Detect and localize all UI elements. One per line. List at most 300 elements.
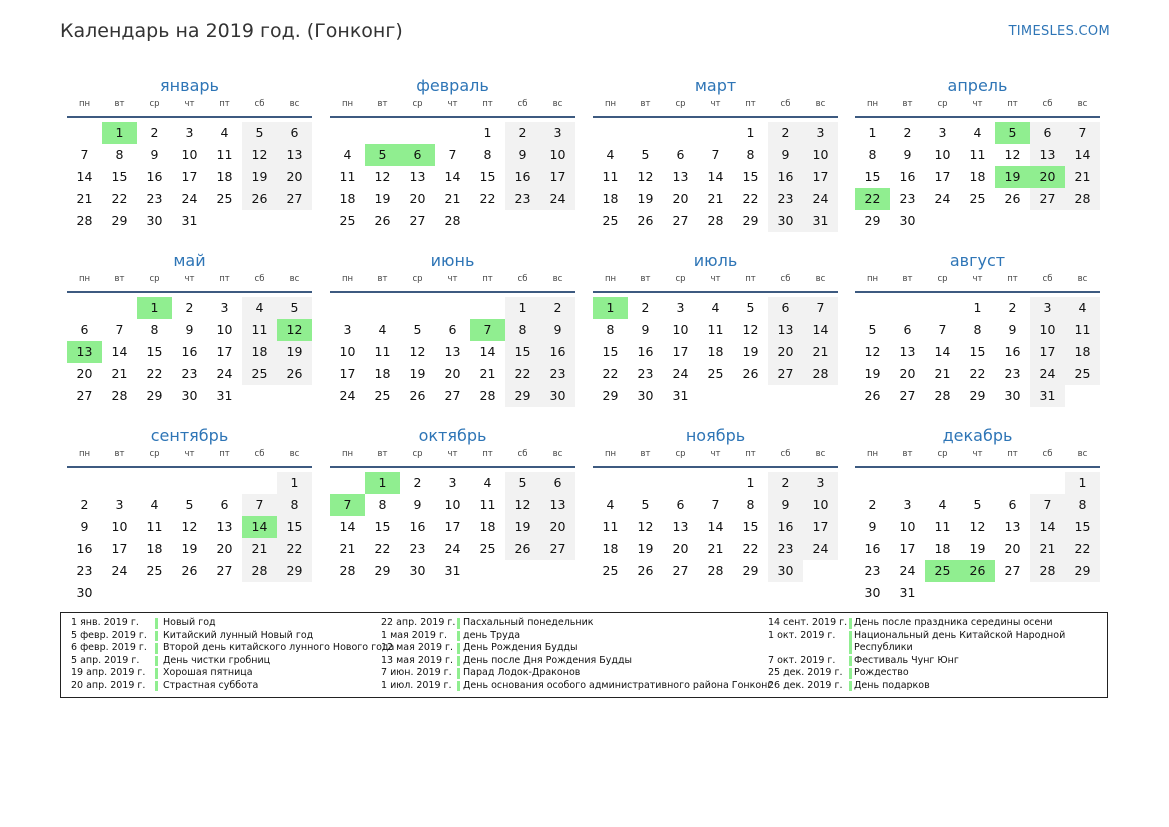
day-cell: 23 [768, 538, 803, 560]
day-cell: 3 [185, 125, 194, 140]
day-cell: 12 [242, 144, 277, 166]
day-cell: 31 [444, 563, 461, 578]
day-cell: 20 [540, 516, 575, 538]
weekday-label: пт [482, 99, 493, 109]
days-grid [67, 118, 312, 250]
weekday-label: ср [937, 274, 948, 284]
day-cell: 20 [444, 366, 461, 381]
holiday-day-cell: 1 [102, 122, 137, 144]
legend-holiday-name: Второй день китайского лунного Нового года [163, 642, 395, 653]
month-name: январь [160, 76, 219, 95]
holiday-day-cell: 14 [242, 516, 277, 538]
days-grid [855, 293, 1100, 425]
legend-color-marker [457, 668, 460, 679]
weekday-label: чт [710, 274, 721, 284]
day-cell: 5 [413, 322, 422, 337]
day-cell: 20 [76, 366, 93, 381]
day-cell: 17 [803, 516, 838, 538]
brand-logo[interactable]: TIMESLES.COM [1008, 24, 1110, 39]
weekday-label: пн [866, 99, 879, 109]
weekday-label: вс [552, 99, 563, 109]
day-cell: 4 [973, 125, 982, 140]
day-cell: 3 [803, 122, 838, 144]
legend-holiday-name: Национальный день Китайской Народной Республики [854, 629, 1066, 653]
weekday-label: чт [972, 449, 983, 459]
day-cell: 2 [1008, 300, 1017, 315]
day-cell: 2 [413, 475, 422, 490]
day-cell: 13 [409, 169, 426, 184]
weekday-header [593, 449, 838, 465]
month-8 [67, 425, 312, 600]
day-cell: 25 [479, 541, 496, 556]
day-cell: 28 [1030, 560, 1065, 582]
day-cell: 26 [505, 538, 540, 560]
day-cell: 6 [676, 497, 685, 512]
weekday-label: пн [78, 274, 91, 284]
holiday-day-cell: 19 [995, 166, 1030, 188]
day-cell: 27 [277, 188, 312, 210]
day-cell: 13 [1004, 519, 1021, 534]
day-cell: 12 [181, 519, 198, 534]
day-cell: 19 [637, 191, 654, 206]
day-cell: 25 [707, 366, 724, 381]
day-cell: 30 [540, 385, 575, 407]
day-cell: 5 [277, 297, 312, 319]
holiday-day-cell: 5 [995, 122, 1030, 144]
day-cell: 18 [146, 541, 163, 556]
legend-holiday-name: День чистки гробниц [163, 654, 271, 666]
day-cell: 24 [934, 191, 951, 206]
weekday-label: вс [815, 449, 826, 459]
day-cell: 7 [1030, 494, 1065, 516]
day-cell: 28 [934, 388, 951, 403]
holiday-legend [60, 612, 1108, 698]
day-cell: 21 [479, 366, 496, 381]
day-cell: 24 [1030, 363, 1065, 385]
day-cell: 11 [339, 169, 356, 184]
day-cell: 15 [479, 169, 496, 184]
day-cell: 1 [483, 125, 492, 140]
weekday-label: вт [114, 274, 125, 284]
day-cell: 21 [76, 191, 93, 206]
day-cell: 24 [181, 191, 198, 206]
day-cell: 3 [448, 475, 457, 490]
legend-holiday-name: Фестиваль Чунг Юнг [854, 654, 959, 666]
day-cell: 18 [242, 341, 277, 363]
day-cell: 19 [409, 366, 426, 381]
day-cell: 5 [242, 122, 277, 144]
weekday-label: вт [114, 99, 125, 109]
day-cell: 26 [637, 213, 654, 228]
day-cell: 22 [742, 191, 759, 206]
day-cell: 17 [803, 166, 838, 188]
weekday-label: сб [780, 274, 791, 284]
day-cell: 21 [803, 341, 838, 363]
day-cell: 6 [768, 297, 803, 319]
weekday-label: вт [640, 274, 651, 284]
day-cell: 24 [540, 188, 575, 210]
weekday-label: пт [482, 274, 493, 284]
day-cell: 12 [742, 322, 759, 337]
day-cell: 22 [479, 191, 496, 206]
day-cell: 1 [746, 125, 755, 140]
weekday-label: пн [341, 449, 354, 459]
day-cell: 18 [374, 366, 391, 381]
day-cell: 7 [115, 322, 124, 337]
day-cell: 18 [479, 519, 496, 534]
day-cell: 15 [602, 344, 619, 359]
legend-date: 12 мая 2019 г. [381, 642, 454, 653]
day-cell: 20 [899, 366, 916, 381]
weekday-label: вс [1077, 99, 1088, 109]
day-cell: 3 [220, 300, 229, 315]
day-cell: 3 [903, 497, 912, 512]
holiday-day-cell: 13 [67, 341, 102, 363]
day-cell: 5 [868, 322, 877, 337]
month-10 [593, 425, 838, 600]
day-cell: 11 [479, 497, 496, 512]
day-cell: 9 [868, 519, 877, 534]
holiday-day-cell: 7 [330, 494, 365, 516]
weekday-label: вт [640, 99, 651, 109]
day-cell: 4 [606, 497, 615, 512]
holiday-day-cell: 20 [1030, 166, 1065, 188]
days-grid [330, 118, 575, 250]
day-cell: 9 [768, 144, 803, 166]
weekday-label: вт [902, 449, 913, 459]
legend-date: 1 янв. 2019 г. [71, 617, 139, 628]
day-cell: 19 [637, 541, 654, 556]
day-cell: 4 [220, 125, 229, 140]
day-cell: 30 [637, 388, 654, 403]
day-cell: 5 [641, 497, 650, 512]
day-cell: 13 [277, 144, 312, 166]
day-cell: 29 [146, 388, 163, 403]
month-name: апрель [947, 76, 1008, 95]
day-cell: 3 [938, 125, 947, 140]
weekday-label: пн [866, 449, 879, 459]
legend-date: 5 февр. 2019 г. [71, 629, 147, 641]
day-cell: 24 [803, 538, 838, 560]
day-cell: 16 [864, 541, 881, 556]
day-cell: 28 [76, 213, 93, 228]
weekday-label: пт [745, 449, 756, 459]
day-cell: 23 [540, 363, 575, 385]
day-cell: 6 [448, 322, 457, 337]
day-cell: 6 [903, 322, 912, 337]
day-cell: 4 [606, 147, 615, 162]
day-cell: 3 [1030, 297, 1065, 319]
day-cell: 25 [969, 191, 986, 206]
day-cell: 20 [1004, 541, 1021, 556]
legend-holiday-name: Китайский лунный Новый год [163, 629, 314, 641]
holiday-day-cell: 1 [593, 297, 628, 319]
holiday-day-cell: 7 [470, 319, 505, 341]
weekday-label: сб [1042, 99, 1053, 109]
day-cell: 30 [409, 563, 426, 578]
day-cell: 28 [242, 560, 277, 582]
month-2 [593, 75, 838, 250]
weekday-label: вс [552, 274, 563, 284]
day-cell: 8 [115, 147, 124, 162]
day-cell: 15 [1065, 516, 1100, 538]
weekday-label: пн [604, 99, 617, 109]
day-cell: 11 [242, 319, 277, 341]
day-cell: 26 [181, 563, 198, 578]
month-0 [67, 75, 312, 250]
day-cell: 2 [903, 125, 912, 140]
day-cell: 12 [969, 519, 986, 534]
day-cell: 24 [672, 366, 689, 381]
month-9 [330, 425, 575, 600]
month-name: сентябрь [150, 426, 229, 445]
day-cell: 27 [899, 388, 916, 403]
month-11 [855, 425, 1100, 600]
day-cell: 1 [746, 475, 755, 490]
day-cell: 11 [1065, 319, 1100, 341]
day-cell: 19 [242, 166, 277, 188]
legend-color-marker [155, 631, 158, 642]
day-cell: 20 [672, 541, 689, 556]
day-cell: 7 [711, 497, 720, 512]
day-cell: 21 [707, 541, 724, 556]
weekday-label: вт [640, 449, 651, 459]
month-3 [855, 75, 1100, 250]
day-cell: 30 [768, 210, 803, 232]
day-cell: 27 [540, 538, 575, 560]
day-cell: 15 [146, 344, 163, 359]
day-cell: 11 [602, 519, 619, 534]
day-cell: 14 [934, 344, 951, 359]
weekday-label: пн [341, 99, 354, 109]
day-cell: 31 [672, 388, 689, 403]
day-cell: 28 [444, 213, 461, 228]
day-cell: 6 [540, 472, 575, 494]
weekday-header [67, 274, 312, 290]
day-cell: 11 [934, 519, 951, 534]
day-cell: 19 [374, 191, 391, 206]
day-cell: 2 [540, 297, 575, 319]
month-name: декабрь [942, 426, 1013, 445]
day-cell: 10 [803, 144, 838, 166]
day-cell: 9 [540, 319, 575, 341]
legend-color-marker [849, 618, 852, 629]
day-cell: 4 [938, 497, 947, 512]
month-5 [330, 250, 575, 425]
day-cell: 30 [899, 213, 916, 228]
holiday-day-cell: 1 [365, 472, 400, 494]
day-cell: 18 [1065, 341, 1100, 363]
day-cell: 4 [483, 475, 492, 490]
day-cell: 2 [768, 122, 803, 144]
day-cell: 4 [378, 322, 387, 337]
day-cell: 2 [505, 122, 540, 144]
day-cell: 29 [742, 213, 759, 228]
day-cell: 31 [803, 210, 838, 232]
day-cell: 16 [540, 341, 575, 363]
day-cell: 8 [150, 322, 159, 337]
month-1 [330, 75, 575, 250]
legend-color-marker [155, 656, 158, 667]
day-cell: 31 [899, 585, 916, 600]
weekday-label: ср [675, 99, 686, 109]
day-cell: 5 [641, 147, 650, 162]
legend-date: 1 июл. 2019 г. [381, 679, 452, 691]
day-cell: 28 [479, 388, 496, 403]
day-cell: 20 [672, 191, 689, 206]
day-cell: 4 [150, 497, 159, 512]
weekday-label: чт [447, 449, 458, 459]
day-cell: 18 [339, 191, 356, 206]
day-cell: 26 [277, 363, 312, 385]
weekday-label: чт [184, 449, 195, 459]
day-cell: 6 [220, 497, 229, 512]
day-cell: 5 [505, 472, 540, 494]
day-cell: 27 [672, 563, 689, 578]
day-cell: 1 [277, 472, 312, 494]
days-grid [67, 468, 312, 600]
legend-color-marker [155, 643, 158, 654]
day-cell: 18 [934, 541, 951, 556]
holiday-day-cell: 22 [855, 188, 890, 210]
day-cell: 10 [672, 322, 689, 337]
day-cell: 13 [672, 519, 689, 534]
day-cell: 12 [409, 344, 426, 359]
day-cell: 31 [1030, 385, 1065, 407]
day-cell: 25 [602, 213, 619, 228]
day-cell: 2 [768, 472, 803, 494]
legend-holiday-name: Страстная суббота [163, 679, 259, 691]
day-cell: 14 [339, 519, 356, 534]
legend-holiday-name: Новый год [163, 617, 216, 628]
day-cell: 8 [973, 322, 982, 337]
day-cell: 27 [1030, 188, 1065, 210]
weekday-header [855, 449, 1100, 465]
day-cell: 9 [768, 494, 803, 516]
legend-date: 1 мая 2019 г. [381, 629, 447, 641]
day-cell: 16 [181, 344, 198, 359]
day-cell: 15 [111, 169, 128, 184]
day-cell: 12 [864, 344, 881, 359]
weekday-header [855, 99, 1100, 115]
day-cell: 23 [181, 366, 198, 381]
legend-date: 20 апр. 2019 г. [71, 679, 146, 691]
day-cell: 7 [1065, 122, 1100, 144]
day-cell: 4 [711, 300, 720, 315]
holiday-day-cell: 26 [960, 560, 995, 582]
day-cell: 28 [111, 388, 128, 403]
day-cell: 3 [115, 497, 124, 512]
legend-color-marker [457, 656, 460, 667]
day-cell: 25 [242, 363, 277, 385]
day-cell: 22 [146, 366, 163, 381]
day-cell: 20 [768, 341, 803, 363]
day-cell: 10 [181, 147, 198, 162]
day-cell: 8 [277, 494, 312, 516]
day-cell: 18 [969, 169, 986, 184]
holiday-day-cell: 5 [365, 144, 400, 166]
weekday-label: ср [412, 274, 423, 284]
weekday-header [330, 99, 575, 115]
day-cell: 6 [80, 322, 89, 337]
legend-holiday-name: Парад Лодок-Драконов [463, 667, 581, 678]
day-cell: 17 [216, 344, 233, 359]
day-cell: 1 [505, 297, 540, 319]
day-cell: 25 [339, 213, 356, 228]
legend-color-marker [457, 631, 460, 642]
day-cell: 22 [505, 363, 540, 385]
day-cell: 8 [746, 147, 755, 162]
days-grid [67, 293, 312, 425]
weekday-label: ср [149, 99, 160, 109]
legend-color-marker [849, 681, 852, 692]
day-cell: 13 [216, 519, 233, 534]
day-cell: 16 [1004, 344, 1021, 359]
day-cell: 25 [146, 563, 163, 578]
day-cell: 22 [742, 541, 759, 556]
weekday-header [330, 449, 575, 465]
day-cell: 17 [111, 541, 128, 556]
weekday-label: вс [815, 99, 826, 109]
weekday-label: сб [254, 274, 265, 284]
weekday-label: ср [412, 99, 423, 109]
day-cell: 26 [864, 388, 881, 403]
day-cell: 24 [803, 188, 838, 210]
day-cell: 14 [707, 519, 724, 534]
weekday-label: сб [1042, 274, 1053, 284]
day-cell: 29 [742, 563, 759, 578]
day-cell: 29 [111, 213, 128, 228]
day-cell: 21 [707, 191, 724, 206]
day-cell: 29 [969, 388, 986, 403]
day-cell: 27 [768, 363, 803, 385]
legend-date: 7 окт. 2019 г. [768, 654, 836, 666]
legend-color-marker [457, 681, 460, 692]
day-cell: 7 [711, 147, 720, 162]
day-cell: 31 [181, 213, 198, 228]
weekday-label: вт [902, 99, 913, 109]
weekday-label: вс [815, 274, 826, 284]
day-cell: 12 [1004, 147, 1021, 162]
day-cell: 18 [707, 344, 724, 359]
day-cell: 18 [602, 191, 619, 206]
day-cell: 16 [768, 166, 803, 188]
day-cell: 10 [216, 322, 233, 337]
weekday-header [593, 99, 838, 115]
day-cell: 11 [374, 344, 391, 359]
day-cell: 9 [80, 519, 89, 534]
day-cell: 24 [339, 388, 356, 403]
legend-date: 1 окт. 2019 г. [768, 629, 836, 641]
weekday-label: чт [447, 274, 458, 284]
legend-holiday-name: День Рождения Будды [463, 642, 578, 653]
day-cell: 29 [864, 213, 881, 228]
day-cell: 2 [150, 125, 159, 140]
day-cell: 24 [444, 541, 461, 556]
weekday-label: чт [710, 449, 721, 459]
day-cell: 19 [277, 341, 312, 363]
day-cell: 21 [1065, 166, 1100, 188]
day-cell: 4 [343, 147, 352, 162]
day-cell: 10 [111, 519, 128, 534]
day-cell: 28 [803, 363, 838, 385]
day-cell: 8 [1065, 494, 1100, 516]
day-cell: 15 [742, 519, 759, 534]
day-cell: 29 [374, 563, 391, 578]
day-cell: 2 [185, 300, 194, 315]
day-cell: 9 [505, 144, 540, 166]
weekday-label: пн [78, 449, 91, 459]
